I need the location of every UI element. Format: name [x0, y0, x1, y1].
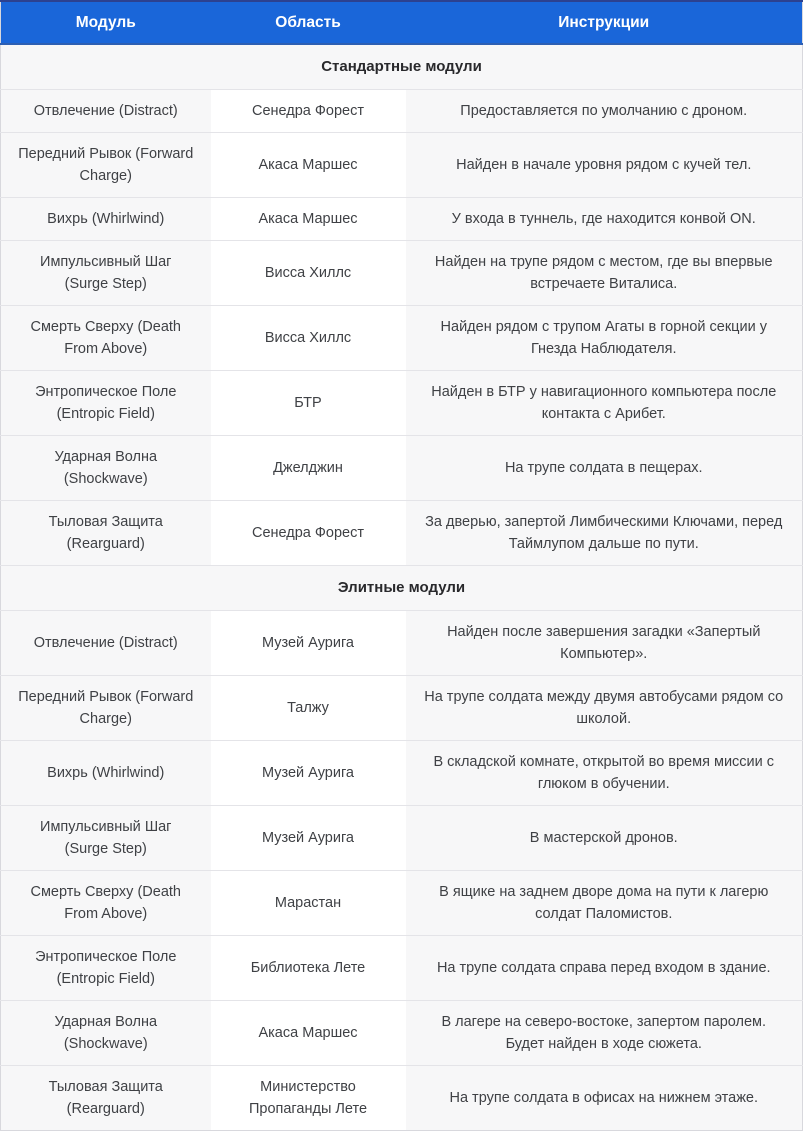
table-row	[1, 90, 803, 133]
module-cell: Вихрь (Whirlwind)	[1, 198, 211, 241]
module-cell: Передний Рывок (Forward Charge)	[1, 133, 211, 198]
instructions-cell: Найден на трупе рядом с местом, где вы впервые встречаете Виталиса.	[406, 241, 803, 306]
table-row	[1, 436, 803, 501]
area-cell: БТР	[211, 371, 406, 436]
module-cell: Смерть Сверху (Death From Above)	[1, 306, 211, 371]
table-body	[1, 44, 803, 1131]
instructions-cell: За дверью, запертой Лимбическими Ключами, перед Таймлупом дальше по пути.	[406, 501, 803, 566]
instructions-cell: Найден в БТР у навигационного компьютера после контакта с Арибет.	[406, 371, 803, 436]
area-cell: Талжу	[211, 676, 406, 741]
column-header-module: Модуль	[1, 1, 211, 44]
section-title: Элитные модули	[1, 566, 803, 611]
module-cell: Тыловая Защита (Rearguard)	[1, 501, 211, 566]
table-row	[1, 806, 803, 871]
table-row	[1, 133, 803, 198]
module-cell: Ударная Волна (Shockwave)	[1, 436, 211, 501]
area-cell: Сенедра Форест	[211, 90, 406, 133]
instructions-cell: Предоставляется по умолчанию с дроном.	[406, 90, 803, 133]
table-row	[1, 611, 803, 676]
instructions-cell: На трупе солдата в офисах на нижнем этаже.	[406, 1066, 803, 1131]
area-cell: Джелджин	[211, 436, 406, 501]
table-row	[1, 501, 803, 566]
table-row	[1, 1066, 803, 1131]
table-row	[1, 241, 803, 306]
module-cell: Смерть Сверху (Death From Above)	[1, 871, 211, 936]
area-cell: Музей Аурига	[211, 611, 406, 676]
module-cell: Отвлечение (Distract)	[1, 90, 211, 133]
section-header-row	[1, 44, 803, 90]
module-cell: Импульсивный Шаг (Surge Step)	[1, 806, 211, 871]
table-row	[1, 306, 803, 371]
module-cell: Тыловая Защита (Rearguard)	[1, 1066, 211, 1131]
module-cell: Отвлечение (Distract)	[1, 611, 211, 676]
header-row	[1, 1, 803, 44]
instructions-cell: В мастерской дронов.	[406, 806, 803, 871]
area-cell: Акаса Маршес	[211, 1001, 406, 1066]
instructions-cell: Найден рядом с трупом Агаты в горной секции у Гнезда Наблюдателя.	[406, 306, 803, 371]
table-row	[1, 1001, 803, 1066]
instructions-cell: В ящике на заднем дворе дома на пути к лагерю солдат Паломистов.	[406, 871, 803, 936]
table-row	[1, 936, 803, 1001]
module-cell: Вихрь (Whirlwind)	[1, 741, 211, 806]
instructions-cell: Найден в начале уровня рядом с кучей тел.	[406, 133, 803, 198]
area-cell: Акаса Маршес	[211, 198, 406, 241]
area-cell: Министерство Пропаганды Лете	[211, 1066, 406, 1131]
table-row	[1, 871, 803, 936]
module-cell: Импульсивный Шаг (Surge Step)	[1, 241, 211, 306]
table-row	[1, 371, 803, 436]
instructions-cell: В лагере на северо-востоке, запертом паролем. Будет найден в ходе сюжета.	[406, 1001, 803, 1066]
area-cell: Музей Аурига	[211, 806, 406, 871]
module-cell: Ударная Волна (Shockwave)	[1, 1001, 211, 1066]
instructions-cell: Найден после завершения загадки «Запертый Компьютер».	[406, 611, 803, 676]
area-cell: Сенедра Форест	[211, 501, 406, 566]
instructions-cell: В складской комнате, открытой во время миссии с глюком в обучении.	[406, 741, 803, 806]
instructions-cell: На трупе солдата между двумя автобусами рядом со школой.	[406, 676, 803, 741]
instructions-cell: На трупе солдата в пещерах.	[406, 436, 803, 501]
section-title: Стандартные модули	[1, 44, 803, 90]
table-row	[1, 198, 803, 241]
table-row	[1, 741, 803, 806]
area-cell: Музей Аурига	[211, 741, 406, 806]
table-row	[1, 676, 803, 741]
area-cell: Висса Хиллс	[211, 306, 406, 371]
area-cell: Библиотека Лете	[211, 936, 406, 1001]
instructions-cell: На трупе солдата справа перед входом в здание.	[406, 936, 803, 1001]
module-cell: Энтропическое Поле (Entropic Field)	[1, 371, 211, 436]
area-cell: Висса Хиллс	[211, 241, 406, 306]
column-header-area: Область	[211, 1, 406, 44]
area-cell: Марастан	[211, 871, 406, 936]
instructions-cell: У входа в туннель, где находится конвой ON.	[406, 198, 803, 241]
module-cell: Энтропическое Поле (Entropic Field)	[1, 936, 211, 1001]
module-cell: Передний Рывок (Forward Charge)	[1, 676, 211, 741]
section-header-row	[1, 566, 803, 611]
table-header	[1, 1, 803, 44]
column-header-instructions: Инструкции	[406, 1, 803, 44]
area-cell: Акаса Маршес	[211, 133, 406, 198]
